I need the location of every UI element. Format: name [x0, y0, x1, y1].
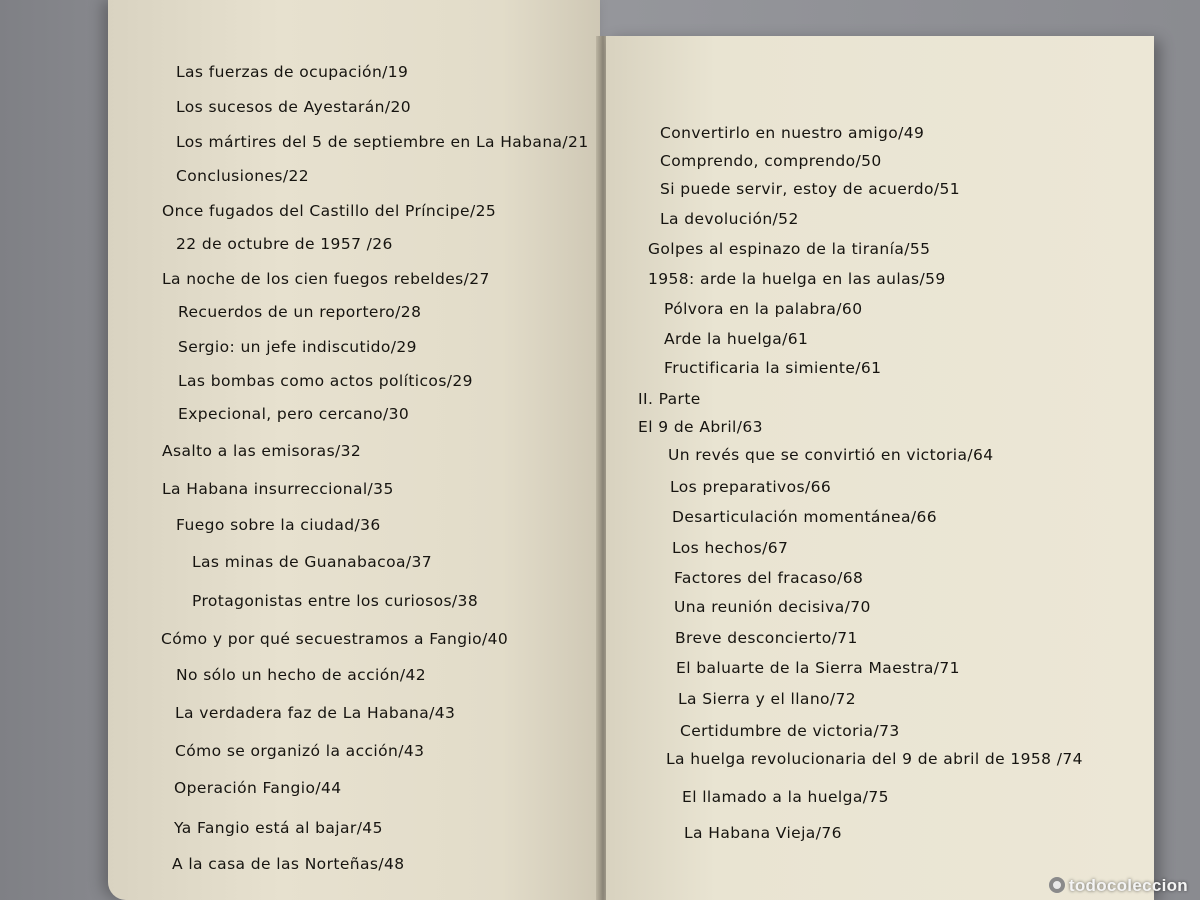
toc-entry: Los sucesos de Ayestarán/20 — [176, 98, 412, 116]
toc-entry: Ya Fangio está al bajar/45 — [174, 819, 383, 837]
toc-entry: Operación Fangio/44 — [174, 779, 342, 797]
toc-entry: Conclusiones/22 — [176, 167, 310, 185]
toc-entry: Los mártires del 5 de septiembre en La Habana/21 — [176, 133, 589, 151]
toc-entry: La verdadera faz de La Habana/43 — [175, 704, 456, 722]
toc-entry: A la casa de las Norteñas/48 — [172, 855, 405, 873]
watermark — [1049, 876, 1188, 896]
toc-entry: Las fuerzas de ocupación/19 — [176, 63, 409, 81]
toc-entry: La Habana insurreccional/35 — [162, 480, 394, 498]
toc-entry: No sólo un hecho de acción/42 — [176, 666, 426, 684]
toc-entry: Asalto a las emisoras/32 — [162, 442, 362, 460]
toc-entry: Los preparativos/66 — [670, 478, 832, 496]
toc-entry: Sergio: un jefe indiscutido/29 — [178, 338, 417, 356]
toc-entry: La Sierra y el llano/72 — [678, 690, 857, 708]
toc-entry: Fructificaria la simiente/61 — [664, 359, 882, 377]
toc-entry: 1958: arde la huelga en las aulas/59 — [648, 270, 946, 288]
toc-entry: La devolución/52 — [660, 210, 799, 228]
toc-entry: Comprendo, comprendo/50 — [660, 152, 882, 170]
toc-entry: Las bombas como actos políticos/29 — [178, 372, 473, 390]
toc-entry: Una reunión decisiva/70 — [674, 598, 871, 616]
toc-entry: Las minas de Guanabacoa/37 — [192, 553, 433, 571]
toc-entry: Once fugados del Castillo del Príncipe/25 — [162, 202, 497, 220]
toc-entry: Cómo y por qué secuestramos a Fangio/40 — [161, 630, 509, 648]
toc-entry: El baluarte de la Sierra Maestra/71 — [676, 659, 960, 677]
toc-entry: Golpes al espinazo de la tiranía/55 — [648, 240, 931, 258]
toc-entry: Los hechos/67 — [672, 539, 789, 557]
toc-entry: Fuego sobre la ciudad/36 — [176, 516, 381, 534]
toc-entry: Recuerdos de un reportero/28 — [178, 303, 422, 321]
toc-entry: Expecional, pero cercano/30 — [178, 405, 410, 423]
left-page — [108, 0, 600, 900]
toc-entry: La Habana Vieja/76 — [684, 824, 842, 842]
toc-entry: Breve desconcierto/71 — [675, 629, 858, 647]
toc-entry: Arde la huelga/61 — [664, 330, 809, 348]
toc-entry: La noche de los cien fuegos rebeldes/27 — [162, 270, 490, 288]
right-page — [606, 36, 1154, 900]
toc-entry: 22 de octubre de 1957 /26 — [176, 235, 393, 253]
toc-entry: Pólvora en la palabra/60 — [664, 300, 863, 318]
toc-entry: El 9 de Abril/63 — [638, 418, 763, 436]
toc-entry: Factores del fracaso/68 — [674, 569, 864, 587]
toc-entry: Si puede servir, estoy de acuerdo/51 — [660, 180, 960, 198]
toc-entry: Certidumbre de victoria/73 — [680, 722, 900, 740]
toc-entry: Desarticulación momentánea/66 — [672, 508, 938, 526]
toc-entry: II. Parte — [638, 390, 701, 408]
toc-entry: Un revés que se convirtió en victoria/64 — [668, 446, 994, 464]
watermark-logo-icon — [1049, 877, 1065, 893]
watermark-text: todocoleccion — [1068, 876, 1188, 895]
toc-entry: La huelga revolucionaria del 9 de abril de 1958 /74 — [666, 750, 1083, 768]
toc-entry: Cómo se organizó la acción/43 — [175, 742, 425, 760]
toc-entry: Protagonistas entre los curiosos/38 — [192, 592, 479, 610]
toc-entry: El llamado a la huelga/75 — [682, 788, 889, 806]
toc-entry: Convertirlo en nuestro amigo/49 — [660, 124, 925, 142]
